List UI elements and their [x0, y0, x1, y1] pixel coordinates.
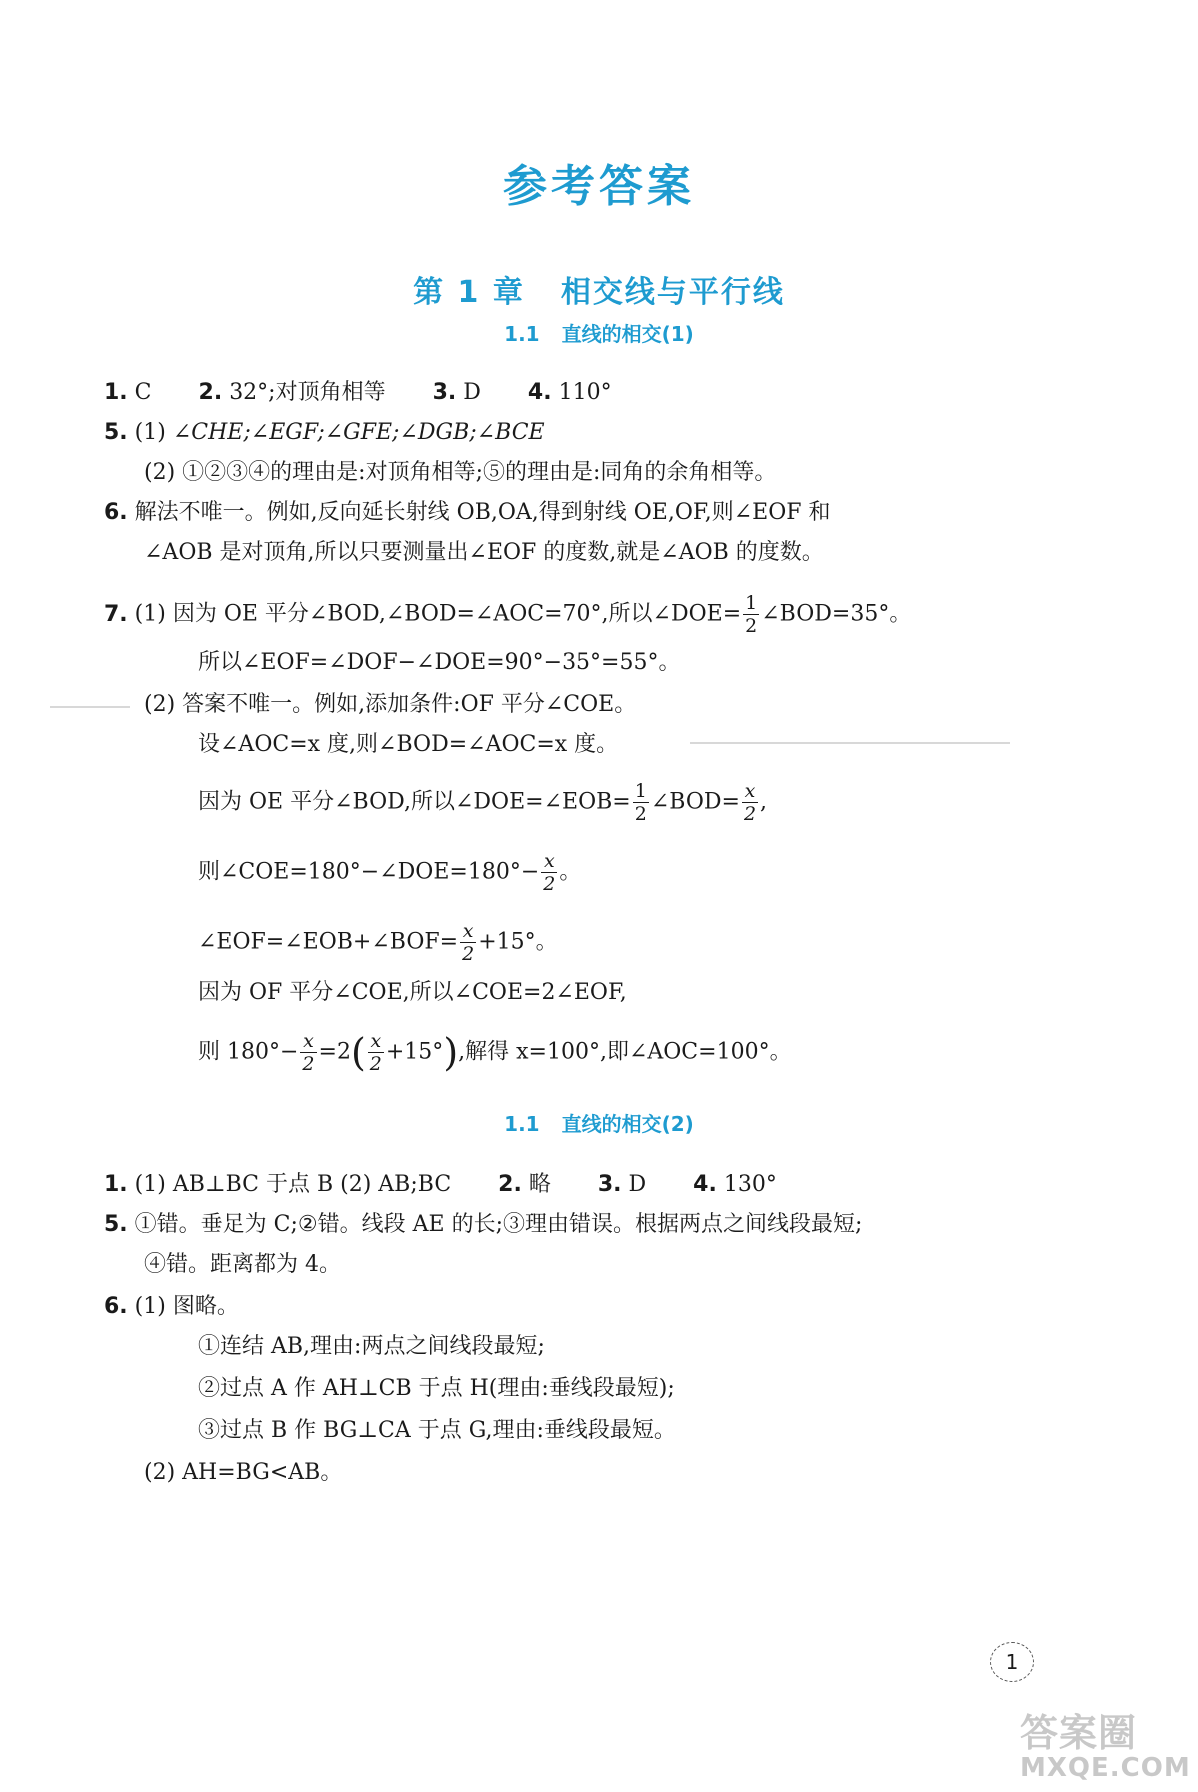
part-label: (2): [144, 460, 176, 485]
answer-text: 图略。: [172, 1294, 239, 1319]
part-label: (2): [144, 692, 176, 717]
page-number: 1: [990, 1642, 1034, 1682]
answer-line-22: [144, 1458, 342, 1488]
answer-text: 32°;对顶角相等: [229, 380, 386, 405]
question-number: 4.: [693, 1172, 717, 1197]
answer-line-11: [198, 850, 581, 895]
answer-text: C: [134, 380, 152, 405]
answer-text: D: [463, 380, 481, 405]
answer-text: 因为 OE 平分∠BOD,所以∠DOE=∠EOB=: [198, 789, 631, 815]
section-heading-1: [0, 318, 1198, 347]
answer-text: 因为 OE 平分∠BOD,∠BOD=∠AOC=70°,所以∠DOE=: [172, 601, 742, 627]
answer-line-4: [104, 498, 831, 528]
section-name: 直线的相交(2): [561, 1112, 694, 1136]
question-number: 2.: [198, 380, 223, 405]
fraction: $\frac{x}{2}$: [462, 920, 475, 965]
question-number: 1.: [104, 1172, 128, 1197]
answer-line-10: [198, 780, 767, 825]
answer-text: 答案不唯一。例如,添加条件:OF 平分∠COE。: [182, 692, 637, 717]
answer-text: 则∠COE=180°−∠DOE=180°−: [198, 859, 540, 885]
answer-line-6: [104, 592, 911, 637]
answer-text: ∠BOD=: [650, 789, 740, 815]
answer-text: ④错。距离都为 4。: [144, 1252, 341, 1277]
answer-text: ②过点 A 作 AH⊥CB 于点 H(理由:垂线段最短);: [198, 1376, 675, 1401]
section-number: 1.1: [504, 322, 540, 346]
answer-line-1: [104, 378, 612, 408]
part-label: (1): [134, 420, 166, 445]
answer-line-17: [144, 1250, 341, 1280]
question-number: 6.: [104, 1294, 128, 1319]
answer-text: (1) AB⊥BC 于点 B (2) AB;BC: [134, 1172, 452, 1197]
answer-text: D: [628, 1172, 647, 1197]
answer-text: 则 180°−: [198, 1039, 299, 1065]
answer-text: ①错。垂足为 C;②错。线段 AE 的长;③理由错误。根据两点之间线段最短;: [134, 1212, 863, 1237]
answer-line-7: [198, 648, 681, 678]
answer-line-9: [198, 730, 618, 760]
answer-line-20: [198, 1374, 675, 1404]
fraction: $\frac{x}{2}$: [543, 850, 556, 895]
answer-text: AH=BG<AB。: [182, 1460, 343, 1485]
question-number: 5.: [104, 420, 128, 445]
section-heading-2: [0, 1108, 1198, 1137]
question-number: 7.: [104, 601, 128, 627]
answer-text: 解法不唯一。例如,反向延长射线 OB,OA,得到射线 OE,OF,则∠EOF 和: [134, 500, 831, 525]
page-title: 参考答案: [503, 161, 695, 212]
answer-text: ∠AOB 是对顶角,所以只要测量出∠EOF 的度数,就是∠AOB 的度数。: [144, 540, 824, 565]
question-number: 2.: [498, 1172, 522, 1197]
answer-text: ,解得 x=100°,即∠AOC=100°。: [458, 1039, 792, 1065]
chapter-name: 相交线与平行线: [560, 275, 785, 310]
right-paren: ): [443, 1030, 459, 1075]
question-number: 1.: [104, 380, 128, 405]
answer-line-2: [104, 418, 545, 448]
answer-line-5: [144, 538, 824, 568]
fraction: $\frac{1}{2}$: [634, 780, 647, 825]
answer-line-19: [198, 1332, 545, 1362]
answer-text: ①②③④的理由是:对顶角相等;⑤的理由是:同角的余角相等。: [182, 460, 777, 485]
part-label: (2): [144, 1460, 176, 1485]
answer-text: 110°: [558, 380, 612, 405]
answer-line-16: [104, 1210, 862, 1240]
answer-text: 130°: [723, 1172, 777, 1197]
chapter-heading: [0, 267, 1198, 311]
answer-text: 因为 OF 平分∠COE,所以∠COE=2∠EOF,: [198, 980, 627, 1005]
question-number: 5.: [104, 1212, 128, 1237]
answer-text: 所以∠EOF=∠DOF−∠DOE=90°−35°=55°。: [198, 650, 681, 675]
answer-line-15: [104, 1170, 777, 1200]
answer-line-3: [144, 458, 776, 488]
answer-line-18: [104, 1292, 239, 1322]
section-number: 1.1: [504, 1112, 540, 1136]
question-number: 3.: [432, 380, 457, 405]
answer-text: =2: [318, 1039, 351, 1065]
answer-text: +15°。: [478, 929, 558, 955]
answer-line-12: [198, 920, 558, 965]
fraction: $\frac{x}{2}$: [302, 1030, 315, 1075]
part-label: (1): [134, 601, 166, 627]
answer-line-21: [198, 1416, 676, 1446]
answer-line-13: [198, 978, 627, 1008]
answer-text: ∠CHE;∠EGF;∠GFE;∠DGB;∠BCE: [172, 420, 545, 445]
fraction: $\frac{x}{2}$: [743, 780, 757, 825]
section-name: 直线的相交(1): [561, 322, 694, 346]
left-paren: (: [350, 1030, 366, 1075]
scan-mark: [690, 742, 1010, 744]
answer-text: 。: [559, 859, 582, 885]
question-number: 3.: [597, 1172, 622, 1197]
answer-text: +15°: [385, 1039, 444, 1065]
fraction: $\frac{1}{2}$: [745, 592, 758, 637]
answer-text: 略: [528, 1172, 551, 1197]
answer-line-14: [198, 1030, 792, 1075]
chapter-number: 第 1 章: [413, 275, 525, 310]
answer-text: ,: [760, 789, 768, 815]
part-label: (1): [134, 1294, 166, 1319]
watermark: [1020, 1712, 1191, 1782]
answer-text: ∠BOD=35°。: [761, 601, 912, 627]
watermark-site: MXQE.COM: [1020, 1753, 1191, 1783]
answer-text: ①连结 AB,理由:两点之间线段最短;: [198, 1334, 545, 1359]
answer-text: 设∠AOC=x 度,则∠BOD=∠AOC=x 度。: [198, 732, 619, 757]
answer-text: ③过点 B 作 BG⊥CA 于点 G,理由:垂线段最短。: [198, 1418, 676, 1443]
answer-line-8: [144, 690, 636, 720]
question-number: 4.: [527, 380, 552, 405]
scan-mark: [50, 706, 130, 708]
question-number: 6.: [104, 500, 128, 525]
answer-text: ∠EOF=∠EOB+∠BOF=: [198, 929, 459, 955]
watermark-logo: 答案圈: [1020, 1711, 1138, 1755]
fraction: $\frac{x}{2}$: [369, 1030, 382, 1075]
